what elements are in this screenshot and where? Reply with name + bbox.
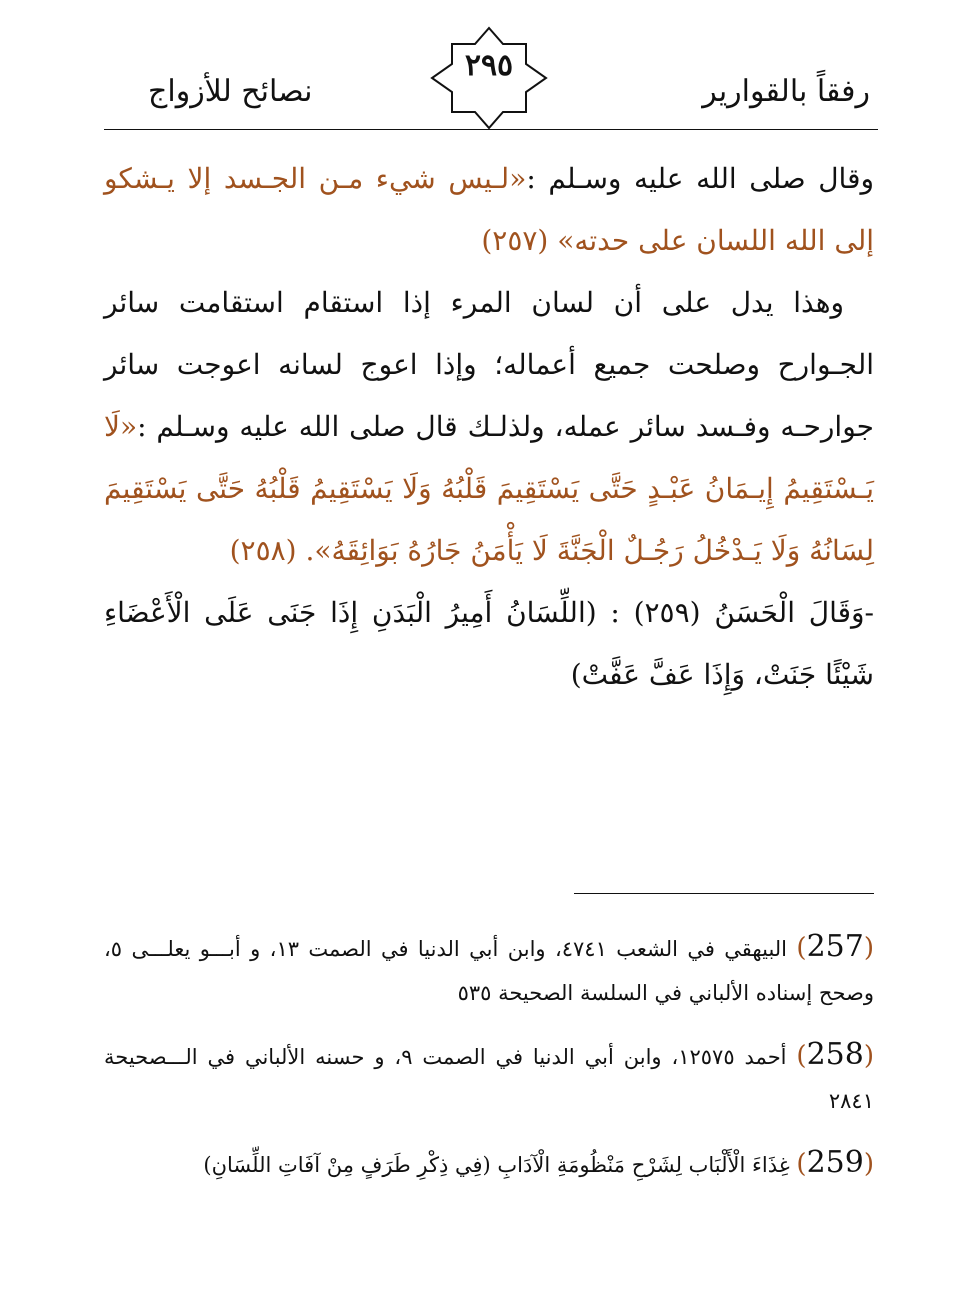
footnote-257: (257) البيهقي في الشعب ٤٧٤١، وابن أبي الدنيا في الصمت ١٣، و أبـــو يعلـــى ٥، وصحح إسناده الألباني في السلسة الصحيحة ٥٣٥ bbox=[104, 929, 874, 1005]
footnote-ref-257: (٢٥٧) bbox=[481, 224, 558, 257]
paragraph-1-intro: وقال صلى الله عليه وسـلم : bbox=[526, 162, 874, 195]
main-text bbox=[104, 148, 874, 706]
footnotes bbox=[104, 925, 874, 1205]
header-divider bbox=[104, 129, 878, 130]
footnote-divider bbox=[574, 893, 874, 894]
hadith-quote-1: «لـيس شيء مـن الجـسد إلا يـشكو إلى الله اللسان على حدته» bbox=[104, 162, 874, 257]
paragraph-2-text: وهذا يدل على أن لسان المرء إذا استقام استقامت سائر الجـوارح وصلحت جميع أعماله؛ وإذا اعوج لسانه اعوجت سائر جوارحـه وفـسد سائر عمله، ولذلـك قال صلى الله عليه وسـلم : bbox=[104, 286, 874, 443]
footnote-text: أحمد ١٢٥٧٥، وابن أبي الدنيا في الصمت ٩، و حسنه الألباني في الـــصحيحة ٢٨٤١ bbox=[104, 1045, 874, 1113]
footnote-ref-258: . (٢٥٨) bbox=[229, 534, 315, 567]
footnote-259: (259) غِذَاءَ الْأَلْبَاب لِشَرْحِ مَنْظُومَةِ الْآدَابِ (فِي ذِكْرِ طَرَفٍ مِنْ آفَاتِ اللِّسَانِ) bbox=[203, 1145, 874, 1180]
footnote-number: 258 bbox=[806, 1037, 864, 1072]
footnote-number: 259 bbox=[806, 1145, 864, 1180]
running-header-book-title: رفقاً بالقوارير bbox=[702, 74, 870, 109]
footnote-number: 257 bbox=[806, 929, 864, 964]
hadith-quote-2: «لَا يَـسْتَقِيمُ إِيـمَانُ عَبْـدٍ حَتَّى يَسْتَقِيمَ قَلْبُهُ وَلَا يَسْتَقِيمُ قَلْبُهُ حَتَّى يَسْتَقِيمَ لِسَانُهُ وَلَا يَـدْخُلُ رَجُـلٌ الْجَنَّةَ لَا يَأْمَنُ جَارُهُ بَوَائِقَهُ» bbox=[104, 410, 874, 567]
footnote-258: (258) أحمد ١٢٥٧٥، وابن أبي الدنيا في الصمت ٩، و حسنه الألباني في الـــصحيحة ٢٨٤١ bbox=[104, 1037, 874, 1113]
footnote-text: غِذَاءَ الْأَلْبَاب لِشَرْحِ مَنْظُومَةِ الْآدَابِ (فِي ذِكْرِ طَرَفٍ مِنْ آفَاتِ اللِّسَانِ) bbox=[203, 1153, 797, 1177]
page-number: ٢٩٥ bbox=[464, 48, 514, 83]
paragraph-2 bbox=[104, 272, 874, 582]
paragraph-3: -وَقَالَ الْحَسَنُ (٢٥٩) : (اللِّسَانُ أَمِيرُ الْبَدَنِ إِذَا جَنَى عَلَى الْأَعْضَاءِ شَيْئًا جَنَتْ، وَإِذَا عَفَّ عَفَّتْ) bbox=[104, 596, 874, 691]
running-header-chapter-title: نصائح للأزواج bbox=[148, 74, 313, 109]
footnote-text: البيهقي في الشعب ٤٧٤١، وابن أبي الدنيا في الصمت ١٣، و أبـــو يعلـــى ٥، وصحح إسناده الألباني في السلسة الصحيحة ٥٣٥ bbox=[104, 937, 874, 1005]
paragraph-1 bbox=[104, 148, 874, 272]
